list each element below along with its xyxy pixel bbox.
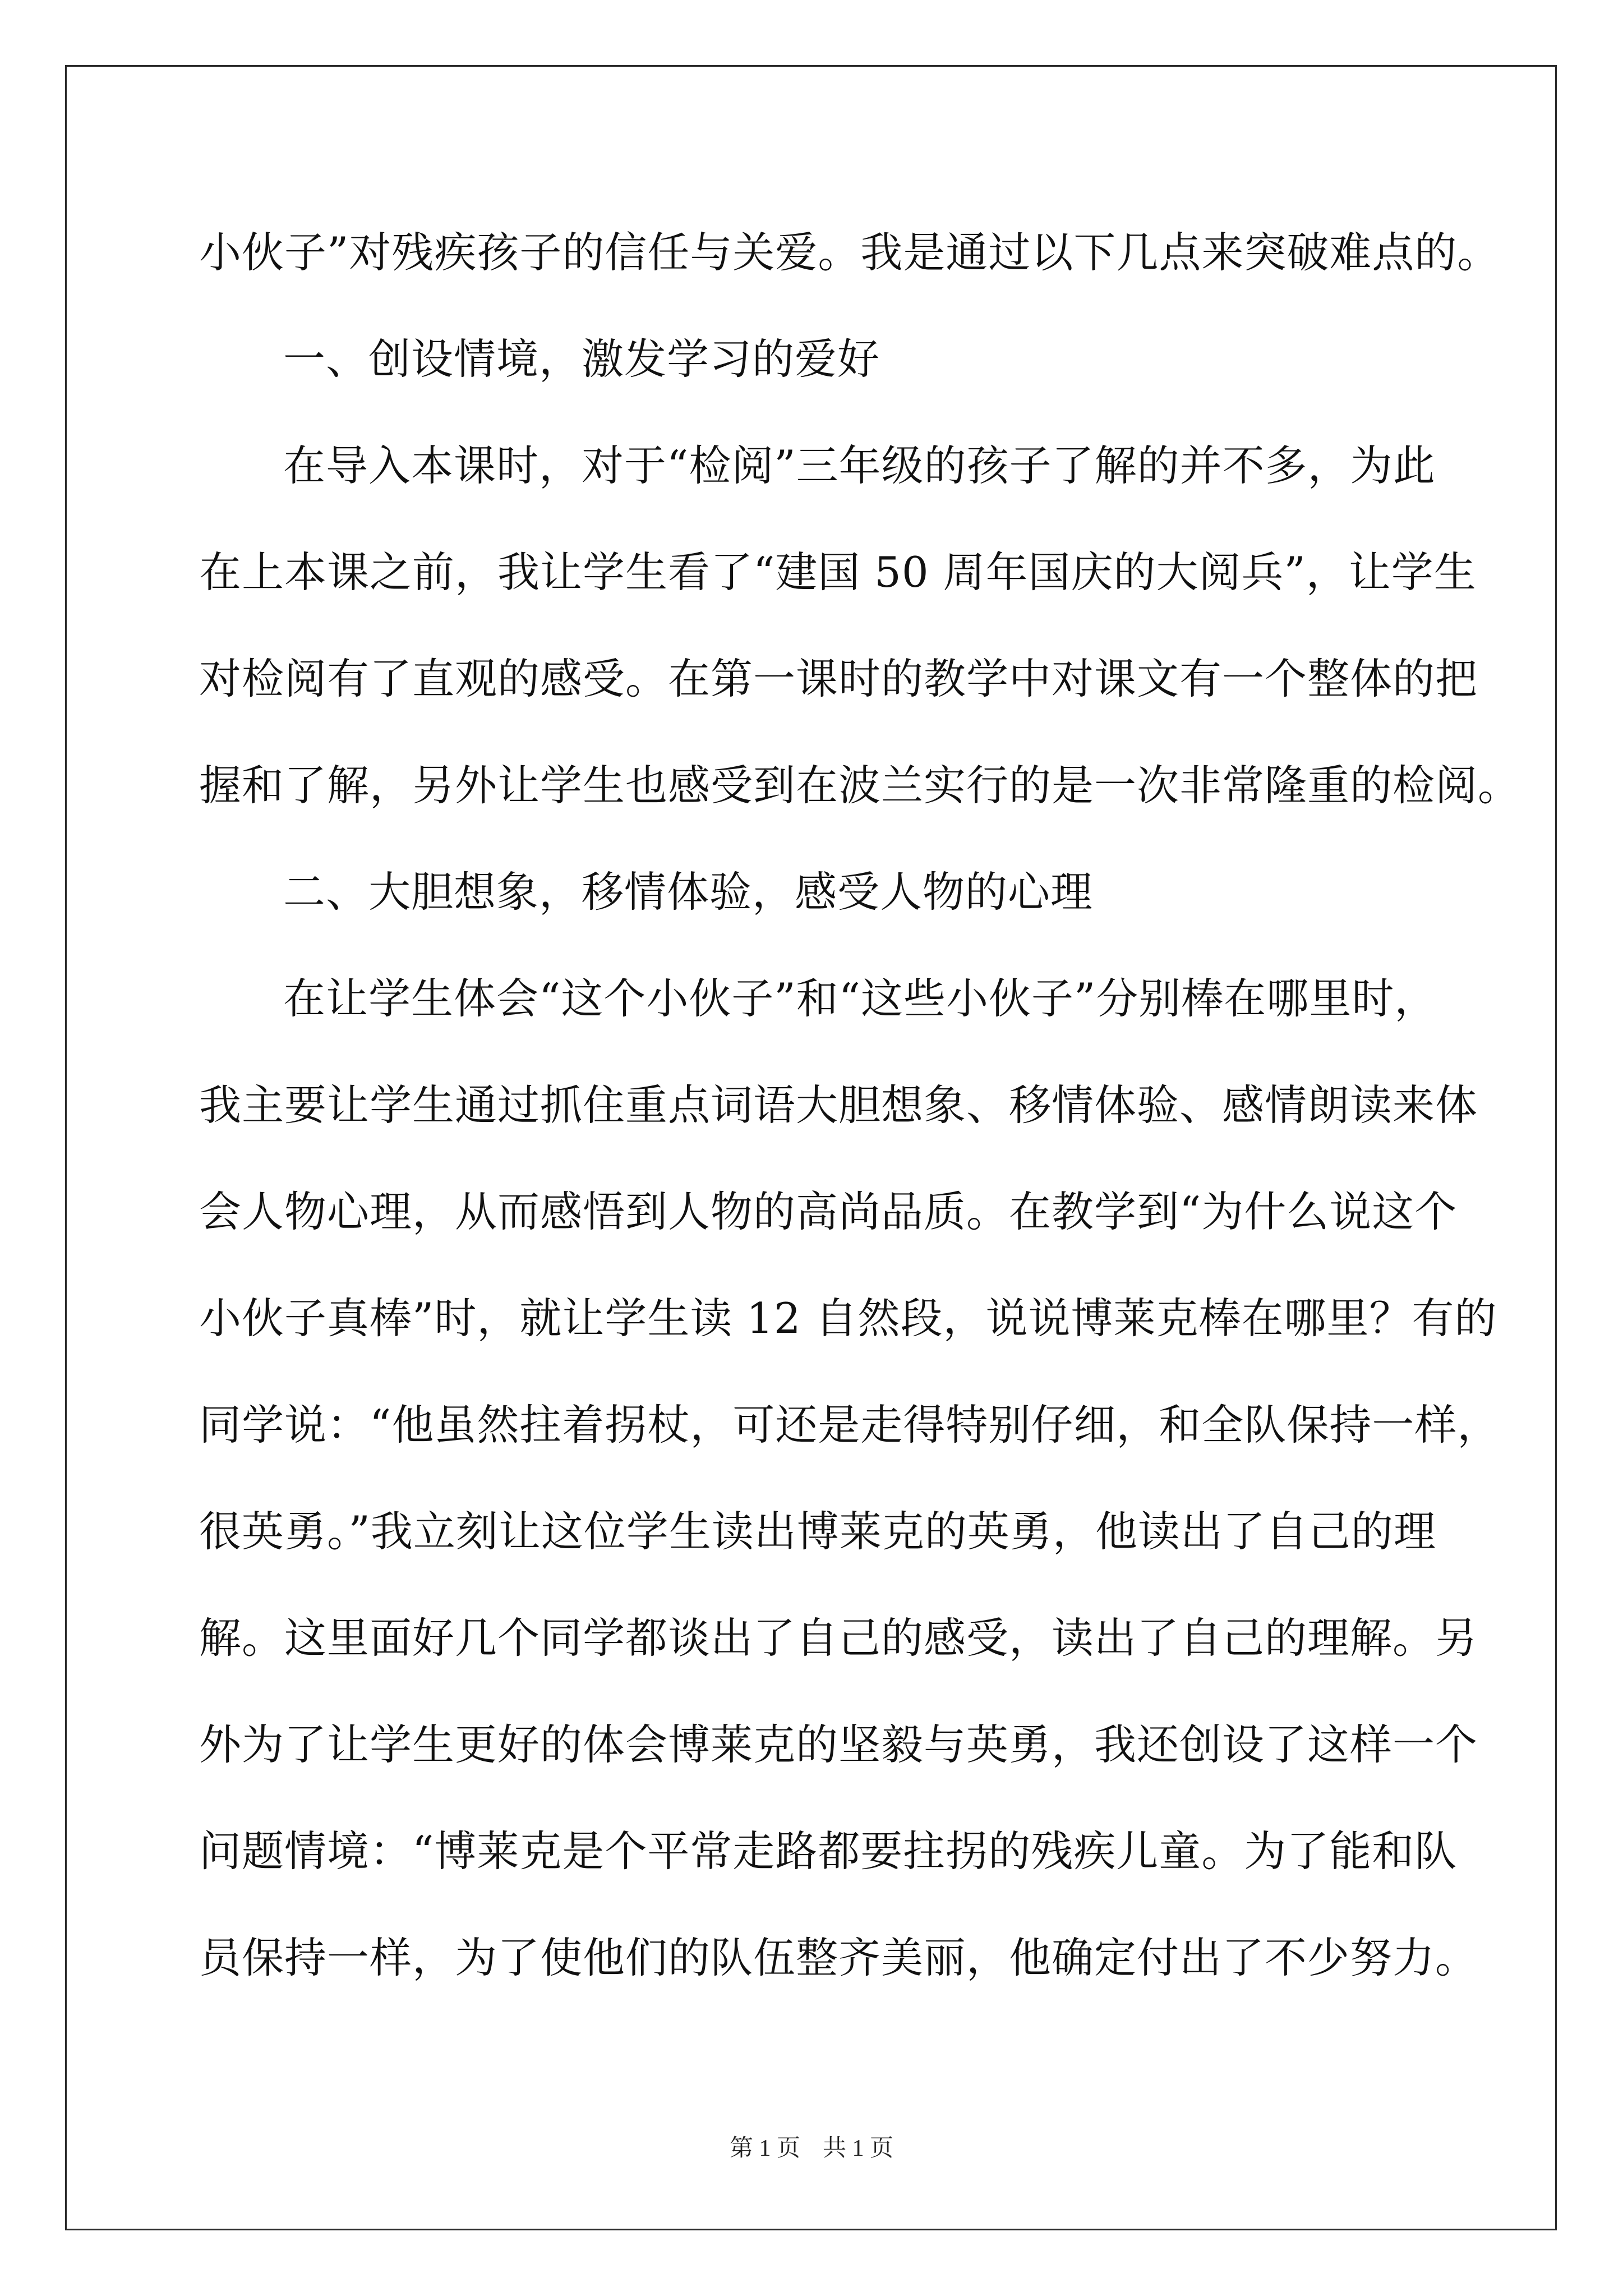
- text-line: 很英勇。”我立刻让这位学生读出博莱克的英勇，他读出了自己的理: [199, 1507, 1436, 1556]
- text-line: 同学说：“他虽然拄着拐杖，可还是走得特别仔细，和全队保持一样，: [199, 1400, 1500, 1450]
- text-line: 在导入本课时，对于“检阅”三年级的孩子了解的并不多，为此: [283, 441, 1436, 490]
- text-line: 解。这里面好几个同学都谈出了自己的感受，读出了自己的理解。另: [199, 1613, 1478, 1663]
- text-line: 握和了解，另外让学生也感受到在波兰实行的是一次非常隆重的检阅。: [199, 761, 1521, 810]
- text-line: 问题情境：“博莱克是个平常走路都要拄拐的残疾儿童。为了能和队: [199, 1826, 1458, 1876]
- text-line: 我主要让学生通过抓住重点词语大胆想象、移情体验、感情朗读来体: [199, 1080, 1478, 1130]
- text-line: 在让学生体会“这个小伙子”和“这些小伙子”分别棒在哪里时，: [283, 974, 1437, 1023]
- text-line: 对检阅有了直观的感受。在第一课时的教学中对课文有一个整体的把: [199, 654, 1478, 703]
- page-number-total: 共 1 页: [823, 2136, 894, 2161]
- text-line: 小伙子”对残疾孩子的信任与关爱。我是通过以下几点来突破难点的。: [199, 228, 1500, 277]
- text-line: 员保持一样，为了使他们的队伍整齐美丽，他确定付出了不少努力。: [199, 1933, 1478, 1982]
- page-footer: [0, 2132, 1623, 2165]
- section-heading: 二、大胆想象，移情体验，感受人物的心理: [283, 867, 1094, 917]
- text-line: 在上本课之前，我让学生看了“建国 50 周年国庆的大阅兵”，让学生: [199, 547, 1477, 597]
- text-line: 外为了让学生更好的体会博莱克的坚毅与英勇，我还创设了这样一个: [199, 1720, 1478, 1769]
- section-heading: 一、创设情境，激发学习的爱好: [283, 334, 880, 384]
- page-number-current: 第 1 页: [729, 2136, 800, 2161]
- text-line: 会人物心理，从而感悟到人物的高尚品质。在教学到“为什么说这个: [199, 1187, 1458, 1236]
- text-line: 小伙子真棒”时，就让学生读 12 自然段，说说博莱克棒在哪里？有的: [199, 1294, 1497, 1343]
